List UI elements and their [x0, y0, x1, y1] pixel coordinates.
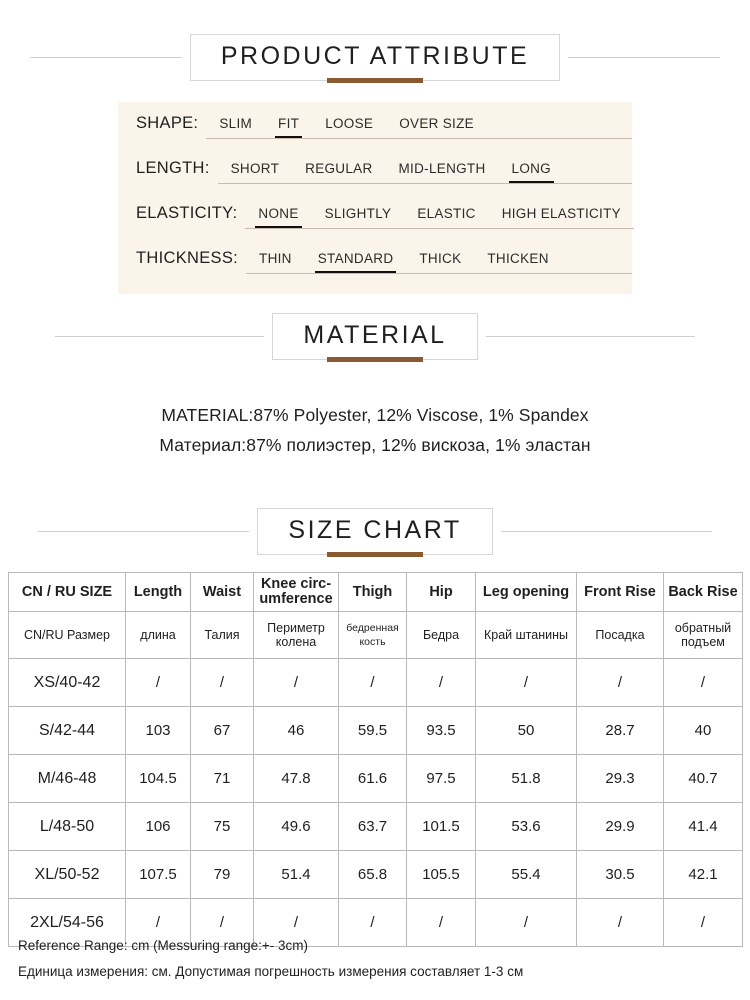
material-rule-left [55, 336, 264, 337]
size-chart-title: SIZE CHART [288, 516, 462, 544]
heading-rule-right [568, 57, 720, 58]
cell-front-rise: / [577, 659, 664, 707]
cell-length: / [126, 659, 191, 707]
header-back-rise: Back Rise [664, 573, 743, 612]
header-hip: Hip [407, 573, 476, 612]
attribute-option-fit[interactable]: FIT [265, 116, 312, 134]
cell-length: / [126, 899, 191, 947]
header-ru-hip: Бедра [407, 612, 476, 659]
cell-length: 104.5 [126, 755, 191, 803]
size-rule-right [501, 531, 712, 532]
attribute-option-high-elasticity[interactable]: HIGH ELASTICITY [501, 206, 621, 221]
cell-size: 2XL/54-56 [9, 899, 126, 947]
header-ru-leg-opening: Край штанины [476, 612, 577, 659]
cell-front-rise: 28.7 [577, 707, 664, 755]
size-chart-title-box [257, 508, 492, 555]
cell-front-rise: 29.3 [577, 755, 664, 803]
material-title-box [272, 313, 477, 360]
cell-back-rise: / [664, 659, 743, 707]
header-length: Length [126, 573, 191, 612]
note-line-en: Reference Range: cm (Messuring range:+- 3cm) [18, 938, 308, 953]
header-leg-opening: Leg opening [476, 573, 577, 612]
header-ru-length: длина [126, 612, 191, 659]
cell-hip: / [407, 899, 476, 947]
cell-waist: 71 [191, 755, 254, 803]
cell-knee: / [254, 899, 339, 947]
header-thigh: Thigh [339, 573, 407, 612]
cell-leg-opening: / [476, 899, 577, 947]
attribute-row-thickness [118, 237, 632, 282]
material-text-block [0, 400, 750, 460]
attribute-options-length [218, 149, 632, 184]
note-line-ru: Единица измерения: см. Допустимая погрешность измерения составляет 1-3 см [18, 964, 524, 979]
table-row [9, 803, 743, 851]
cell-leg-opening: 53.6 [476, 803, 577, 851]
attribute-row-shape [118, 102, 632, 147]
material-line-ru: Материал:87% полиэстер, 12% вискоза, 1% эластан [159, 435, 591, 455]
cell-waist: / [191, 899, 254, 947]
header-knee-circumference: Knee circ-umference [254, 573, 339, 612]
size-chart-table [8, 572, 743, 947]
header-ru-cn-ru-size: CN/RU Размер [9, 612, 126, 659]
attribute-option-none[interactable]: NONE [245, 206, 311, 224]
cell-size: S/42-44 [9, 707, 126, 755]
cell-length: 106 [126, 803, 191, 851]
attribute-option-regular[interactable]: REGULAR [305, 161, 373, 176]
product-attribute-panel [118, 102, 632, 294]
attribute-option-thick[interactable]: THICK [419, 251, 462, 266]
header-cn-ru-size: CN / RU SIZE [9, 573, 126, 612]
material-title-underline [327, 357, 423, 362]
cell-hip: 101.5 [407, 803, 476, 851]
attribute-option-elastic[interactable]: ELASTIC [417, 206, 476, 221]
attribute-option-loose[interactable]: LOOSE [325, 116, 374, 131]
table-row [9, 755, 743, 803]
cell-front-rise: 29.9 [577, 803, 664, 851]
header-ru-waist: Талия [191, 612, 254, 659]
size-title-underline [327, 552, 423, 557]
attribute-label-shape: SHAPE: [136, 114, 199, 132]
cell-size: XL/50-52 [9, 851, 126, 899]
cell-hip: 105.5 [407, 851, 476, 899]
cell-knee: 47.8 [254, 755, 339, 803]
measurement-notes [18, 933, 732, 985]
table-row [9, 659, 743, 707]
header-front-rise: Front Rise [577, 573, 664, 612]
attribute-option-slim[interactable]: SLIM [219, 116, 253, 131]
cell-back-rise: 41.4 [664, 803, 743, 851]
table-row [9, 851, 743, 899]
attribute-option-mid-length[interactable]: MID-LENGTH [398, 161, 486, 176]
header-ru-knee-circumference: Периметр колена [254, 612, 339, 659]
header-ru-thigh: бедренная кость [339, 612, 407, 659]
material-line-en: MATERIAL:87% Polyester, 12% Viscose, 1% Spandex [161, 405, 589, 425]
cell-length: 103 [126, 707, 191, 755]
cell-leg-opening: 55.4 [476, 851, 577, 899]
cell-size: XS/40-42 [9, 659, 126, 707]
table-header-row-ru [9, 612, 743, 659]
header-waist: Waist [191, 573, 254, 612]
title-underline [327, 78, 423, 83]
cell-knee: / [254, 659, 339, 707]
product-attribute-title: PRODUCT ATTRIBUTE [220, 42, 530, 70]
cell-waist: 75 [191, 803, 254, 851]
cell-leg-opening: / [476, 659, 577, 707]
attribute-option-short[interactable]: SHORT [230, 161, 280, 176]
cell-thigh: 59.5 [339, 707, 407, 755]
size-chart-heading [38, 508, 712, 555]
cell-back-rise: 42.1 [664, 851, 743, 899]
cell-thigh: / [339, 659, 407, 707]
attribute-label-length: LENGTH: [136, 159, 210, 177]
cell-length: 107.5 [126, 851, 191, 899]
cell-hip: 93.5 [407, 707, 476, 755]
cell-hip: / [407, 659, 476, 707]
cell-thigh: 65.8 [339, 851, 407, 899]
attribute-option-thin[interactable]: THIN [259, 251, 292, 266]
size-rule-left [38, 531, 249, 532]
cell-waist: 67 [191, 707, 254, 755]
product-attribute-heading [30, 34, 720, 81]
heading-rule-left [30, 57, 182, 58]
cell-waist: / [191, 659, 254, 707]
cell-size: M/46-48 [9, 755, 126, 803]
cell-knee: 51.4 [254, 851, 339, 899]
attribute-options-elasticity [245, 194, 634, 229]
cell-waist: 79 [191, 851, 254, 899]
material-rule-right [486, 336, 695, 337]
cell-thigh: 63.7 [339, 803, 407, 851]
cell-leg-opening: 50 [476, 707, 577, 755]
cell-hip: 97.5 [407, 755, 476, 803]
cell-leg-opening: 51.8 [476, 755, 577, 803]
attribute-row-length [118, 147, 632, 192]
cell-knee: 46 [254, 707, 339, 755]
attribute-option-standard[interactable]: STANDARD [305, 251, 407, 269]
attribute-options-thickness [246, 239, 632, 274]
attribute-option-slightly[interactable]: SLIGHTLY [324, 206, 392, 221]
product-attribute-title-box [190, 34, 560, 81]
attribute-option-long[interactable]: LONG [499, 161, 564, 179]
cell-size: L/48-50 [9, 803, 126, 851]
cell-front-rise: / [577, 899, 664, 947]
table-row [9, 707, 743, 755]
cell-thigh: 61.6 [339, 755, 407, 803]
cell-back-rise: 40.7 [664, 755, 743, 803]
cell-back-rise: 40 [664, 707, 743, 755]
cell-thigh: / [339, 899, 407, 947]
cell-knee: 49.6 [254, 803, 339, 851]
attribute-option-over-size[interactable]: OVER SIZE [399, 116, 474, 131]
attribute-option-thicken[interactable]: THICKEN [487, 251, 549, 266]
attribute-options-shape [206, 104, 632, 139]
header-ru-front-rise: Посадка [577, 612, 664, 659]
table-header-row-en [9, 573, 743, 612]
attribute-row-elasticity [118, 192, 632, 237]
cell-front-rise: 30.5 [577, 851, 664, 899]
attribute-label-elasticity: ELASTICITY: [136, 204, 238, 222]
material-heading [55, 313, 695, 360]
header-ru-back-rise: обратный подъем [664, 612, 743, 659]
size-chart-table-wrap [8, 572, 742, 947]
cell-back-rise: / [664, 899, 743, 947]
material-title: MATERIAL [303, 321, 447, 349]
attribute-label-thickness: THICKNESS: [136, 249, 239, 267]
